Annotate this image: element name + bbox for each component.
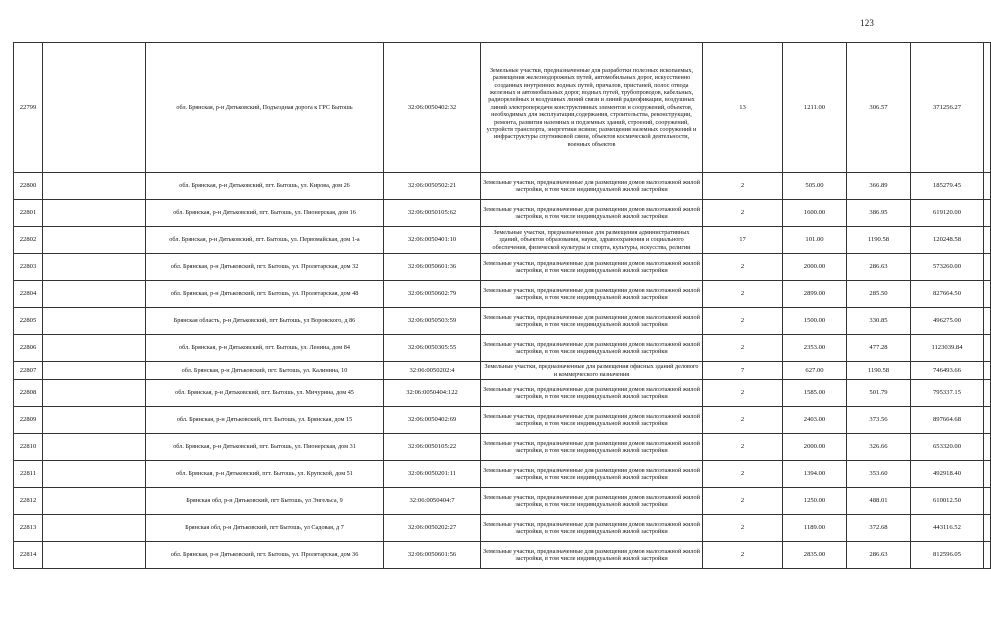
group-cell: 2 (703, 515, 783, 542)
specific-value-cell: 501.79 (847, 380, 911, 407)
table-row (14, 281, 991, 308)
land-use-cell: Земельные участки, предназначенные для размещения домов малоэтажной жилой застройки, в том числе индивидуальной жилой застройки (481, 434, 703, 461)
row-number: 22813 (14, 515, 43, 542)
empty-cell (984, 335, 991, 362)
empty-cell (43, 488, 146, 515)
specific-value-cell: 373.56 (847, 407, 911, 434)
cadastral-number-cell: 32:06:0050404:122 (384, 380, 481, 407)
table-row (14, 515, 991, 542)
table-row (14, 335, 991, 362)
specific-value-cell: 386.95 (847, 200, 911, 227)
table-row (14, 254, 991, 281)
land-use-cell: Земельные участки, предназначенные для размещения домов малоэтажной жилой застройки, в том числе индивидуальной жилой застройки (481, 173, 703, 200)
specific-value-cell: 286.63 (847, 254, 911, 281)
specific-value-cell: 286.63 (847, 542, 911, 569)
cadastral-value-cell: 1123039.84 (911, 335, 984, 362)
land-use-cell: Земельные участки, предназначенные для размещения домов малоэтажной жилой застройки, в том числе индивидуальной жилой застройки (481, 380, 703, 407)
area-cell: 1600.00 (783, 200, 847, 227)
row-number: 22801 (14, 200, 43, 227)
empty-cell (43, 281, 146, 308)
empty-cell (43, 335, 146, 362)
land-use-cell: Земельные участки, предназначенные для разработки полезных ископаемых, размещения железнодорожных путей, автомобильных дорог, искусственно созданных внутренних водных путей, причалов, пристаней, полос отвода железных и автомобильных дорог, водных путей, трубопроводов, кабельных, радиорелейных и воздушных линий связи и линий радиофикации, воздушных линий электропередачи конструктивных элементов и сооружений, объектов, необходимых для эксплуатации,содержания, строительства, реконструкции, ремонта, развития наземных и подземных зданий, строений, сооружений, устройств транспорта, энергетики исвязи; размещения наземных сооружений и инфраструктуры спутниковой связи, объектов космической деятельности, военных объектов (481, 43, 703, 173)
specific-value-cell: 306.57 (847, 43, 911, 173)
specific-value-cell: 353.60 (847, 461, 911, 488)
cadastral-number-cell: 32:06:0050105:22 (384, 434, 481, 461)
empty-cell (984, 281, 991, 308)
land-use-cell: Земельные участки, предназначенные для размещения домов малоэтажной жилой застройки, в том числе индивидуальной жилой застройки (481, 254, 703, 281)
table-row (14, 542, 991, 569)
land-use-cell: Земельные участки, предназначенные для размещения административных зданий, объектов образования, науки, здравоохранения и социального обеспечения, физической культуры и спорта, культуры, искусства, религии (481, 227, 703, 254)
empty-cell (984, 434, 991, 461)
cadastral-value-cell: 443116.52 (911, 515, 984, 542)
cadastral-value-cell: 619120.00 (911, 200, 984, 227)
cadastral-number-cell: 32:06:0050401:10 (384, 227, 481, 254)
specific-value-cell: 1190.58 (847, 227, 911, 254)
empty-cell (984, 227, 991, 254)
cadastral-number-cell: 32:06:0050404:7 (384, 488, 481, 515)
address-cell: Брянская область, р-н Дятьковский, пгт Бытошь, ул Воровского, д 86 (146, 308, 384, 335)
row-number: 22809 (14, 407, 43, 434)
row-number: 22812 (14, 488, 43, 515)
group-cell: 2 (703, 281, 783, 308)
area-cell: 505.00 (783, 173, 847, 200)
table-row (14, 434, 991, 461)
cadastral-value-cell: 185279.45 (911, 173, 984, 200)
row-number: 22806 (14, 335, 43, 362)
empty-cell (984, 515, 991, 542)
address-cell: обл. Брянская, р-н Дятьковский, пгт. Бытошь, ул. Мичурина, дом 45 (146, 380, 384, 407)
area-cell: 2899.00 (783, 281, 847, 308)
empty-cell (43, 43, 146, 173)
group-cell: 13 (703, 43, 783, 173)
table-row (14, 308, 991, 335)
address-cell: Брянская обл, р-н Дятьковский, пгт Бытошь, ул Энгельса, 9 (146, 488, 384, 515)
empty-cell (43, 200, 146, 227)
empty-cell (43, 362, 146, 380)
cadastral-value-cell: 120248.58 (911, 227, 984, 254)
area-cell: 2000.00 (783, 434, 847, 461)
land-use-cell: Земельные участки, предназначенные для размещения домов малоэтажной жилой застройки, в том числе индивидуальной жилой застройки (481, 407, 703, 434)
cadastral-value-cell: 795337.15 (911, 380, 984, 407)
empty-cell (984, 380, 991, 407)
group-cell: 17 (703, 227, 783, 254)
empty-cell (984, 461, 991, 488)
cadastral-value-cell: 573260.00 (911, 254, 984, 281)
address-cell: обл. Брянская, р-н Дятьковский, пгт. Бытошь, ул. Калинина, 10 (146, 362, 384, 380)
row-number: 22804 (14, 281, 43, 308)
land-use-cell: Земельные участки, предназначенные для размещения офисных зданий делового и коммерческого назначения (481, 362, 703, 380)
area-cell: 627.00 (783, 362, 847, 380)
cadastral-number-cell: 32:06:0050602:79 (384, 281, 481, 308)
empty-cell (43, 407, 146, 434)
group-cell: 2 (703, 254, 783, 281)
specific-value-cell: 488.01 (847, 488, 911, 515)
cadastral-number-cell: 32:06:0050202:4 (384, 362, 481, 380)
group-cell: 2 (703, 335, 783, 362)
area-cell: 1250.00 (783, 488, 847, 515)
specific-value-cell: 477.28 (847, 335, 911, 362)
empty-cell (43, 308, 146, 335)
land-use-cell: Земельные участки, предназначенные для размещения домов малоэтажной жилой застройки, в том числе индивидуальной жилой застройки (481, 542, 703, 569)
row-number: 22800 (14, 173, 43, 200)
cadastral-number-cell: 32:06:0050601:56 (384, 542, 481, 569)
row-number: 22814 (14, 542, 43, 569)
row-number: 22808 (14, 380, 43, 407)
group-cell: 2 (703, 173, 783, 200)
area-cell: 2835.00 (783, 542, 847, 569)
land-use-cell: Земельные участки, предназначенные для размещения домов малоэтажной жилой застройки, в том числе индивидуальной жилой застройки (481, 308, 703, 335)
row-number: 22807 (14, 362, 43, 380)
empty-cell (984, 43, 991, 173)
row-number: 22811 (14, 461, 43, 488)
cadastral-number-cell: 32:06:0050305:55 (384, 335, 481, 362)
cadastral-number-cell: 32:06:0050402:32 (384, 43, 481, 173)
empty-cell (43, 461, 146, 488)
empty-cell (43, 434, 146, 461)
group-cell: 2 (703, 542, 783, 569)
group-cell: 7 (703, 362, 783, 380)
table-row (14, 488, 991, 515)
cadastral-value-cell: 653320.00 (911, 434, 984, 461)
specific-value-cell: 285.50 (847, 281, 911, 308)
table-row (14, 200, 991, 227)
specific-value-cell: 330.85 (847, 308, 911, 335)
address-cell: обл. Брянская, р-н Дятьковский, Подъездная дорога к ГРС Бытошь (146, 43, 384, 173)
table-row (14, 362, 991, 380)
empty-cell (984, 254, 991, 281)
address-cell: обл. Брянская, р-н Дятьковский, пгт. Бытошь, ул. Пролетарская, дом 48 (146, 281, 384, 308)
address-cell: обл. Брянская, р-н Дятьковский, пгт. Бытошь, ул. Пионерская, дом 16 (146, 200, 384, 227)
group-cell: 2 (703, 380, 783, 407)
empty-cell (984, 362, 991, 380)
table-row (14, 407, 991, 434)
address-cell: обл. Брянская, р-н Дятьковский, пгт. Бытошь, ул. Кирова, дом 26 (146, 173, 384, 200)
land-use-cell: Земельные участки, предназначенные для размещения домов малоэтажной жилой застройки, в том числе индивидуальной жилой застройки (481, 335, 703, 362)
area-cell: 1394.00 (783, 461, 847, 488)
table-row (14, 43, 991, 173)
cadastral-number-cell: 32:06:0050201:11 (384, 461, 481, 488)
cadastral-number-cell: 32:06:0050502:21 (384, 173, 481, 200)
empty-cell (984, 200, 991, 227)
specific-value-cell: 372.68 (847, 515, 911, 542)
address-cell: обл. Брянская, р-н Дятьковский, пгт. Бытошь, ул. Первомайская, дом 1-а (146, 227, 384, 254)
group-cell: 2 (703, 200, 783, 227)
area-cell: 1211.00 (783, 43, 847, 173)
row-number: 22799 (14, 43, 43, 173)
empty-cell (984, 308, 991, 335)
address-cell: обл. Брянская, р-н Дятьковский, пгт. Бытошь, ул. Пролетарская, дом 32 (146, 254, 384, 281)
area-cell: 1189.00 (783, 515, 847, 542)
row-number: 22810 (14, 434, 43, 461)
address-cell: обл. Брянская, р-н Дятьковский, пгт. Бытошь, ул. Пионерская, дом 31 (146, 434, 384, 461)
row-number: 22805 (14, 308, 43, 335)
area-cell: 1585.00 (783, 380, 847, 407)
row-number: 22803 (14, 254, 43, 281)
row-number: 22802 (14, 227, 43, 254)
cadastral-number-cell: 32:06:0050503:59 (384, 308, 481, 335)
empty-cell (43, 515, 146, 542)
area-cell: 2403.00 (783, 407, 847, 434)
land-use-cell: Земельные участки, предназначенные для размещения домов малоэтажной жилой застройки, в том числе индивидуальной жилой застройки (481, 200, 703, 227)
table-row (14, 227, 991, 254)
empty-cell (984, 488, 991, 515)
cadastral-number-cell: 32:06:0050202:27 (384, 515, 481, 542)
cadastral-value-table (13, 42, 991, 569)
land-use-cell: Земельные участки, предназначенные для размещения домов малоэтажной жилой застройки, в том числе индивидуальной жилой застройки (481, 488, 703, 515)
empty-cell (984, 407, 991, 434)
specific-value-cell: 1190.58 (847, 362, 911, 380)
empty-cell (43, 254, 146, 281)
cadastral-number-cell: 32:06:0050601:36 (384, 254, 481, 281)
group-cell: 2 (703, 308, 783, 335)
cadastral-value-cell: 812596.05 (911, 542, 984, 569)
group-cell: 2 (703, 488, 783, 515)
cadastral-value-cell: 610012.50 (911, 488, 984, 515)
specific-value-cell: 326.66 (847, 434, 911, 461)
cadastral-value-cell: 746493.66 (911, 362, 984, 380)
table-row (14, 173, 991, 200)
area-cell: 1500.00 (783, 308, 847, 335)
address-cell: обл. Брянская, р-н Дятьковский, пгт. Бытошь, ул. Ленина, дом 84 (146, 335, 384, 362)
land-use-cell: Земельные участки, предназначенные для размещения домов малоэтажной жилой застройки, в том числе индивидуальной жилой застройки (481, 461, 703, 488)
land-use-cell: Земельные участки, предназначенные для размещения домов малоэтажной жилой застройки, в том числе индивидуальной жилой застройки (481, 281, 703, 308)
group-cell: 2 (703, 434, 783, 461)
address-cell: обл. Брянская, р-н Дятьковский, пгт. Бытошь, ул. Брянская, дом 15 (146, 407, 384, 434)
cadastral-value-cell: 496275.00 (911, 308, 984, 335)
address-cell: обл. Брянская, р-н Дятьковский, пгт. Бытошь, ул. Пролетарская, дом 36 (146, 542, 384, 569)
empty-cell (984, 542, 991, 569)
group-cell: 2 (703, 461, 783, 488)
address-cell: Брянская обл, р-н Дятьковский, пгт Бытошь, ул Садовая, д 7 (146, 515, 384, 542)
area-cell: 101.00 (783, 227, 847, 254)
cadastral-value-cell: 492918.40 (911, 461, 984, 488)
specific-value-cell: 366.89 (847, 173, 911, 200)
address-cell: обл. Брянская, р-н Дятьковский, пгт. Бытошь, ул. Крупской, дом 51 (146, 461, 384, 488)
group-cell: 2 (703, 407, 783, 434)
table-row (14, 380, 991, 407)
land-use-cell: Земельные участки, предназначенные для размещения домов малоэтажной жилой застройки, в том числе индивидуальной жилой застройки (481, 515, 703, 542)
empty-cell (43, 542, 146, 569)
cadastral-value-cell: 897664.68 (911, 407, 984, 434)
cadastral-number-cell: 32:06:0050105:62 (384, 200, 481, 227)
table-row (14, 461, 991, 488)
cadastral-number-cell: 32:06:0050402:69 (384, 407, 481, 434)
empty-cell (43, 227, 146, 254)
empty-cell (43, 380, 146, 407)
cadastral-value-cell: 827664.50 (911, 281, 984, 308)
area-cell: 2000.00 (783, 254, 847, 281)
page-number: 123 (860, 18, 875, 28)
empty-cell (43, 173, 146, 200)
cadastral-value-cell: 371256.27 (911, 43, 984, 173)
empty-cell (984, 173, 991, 200)
area-cell: 2353.00 (783, 335, 847, 362)
